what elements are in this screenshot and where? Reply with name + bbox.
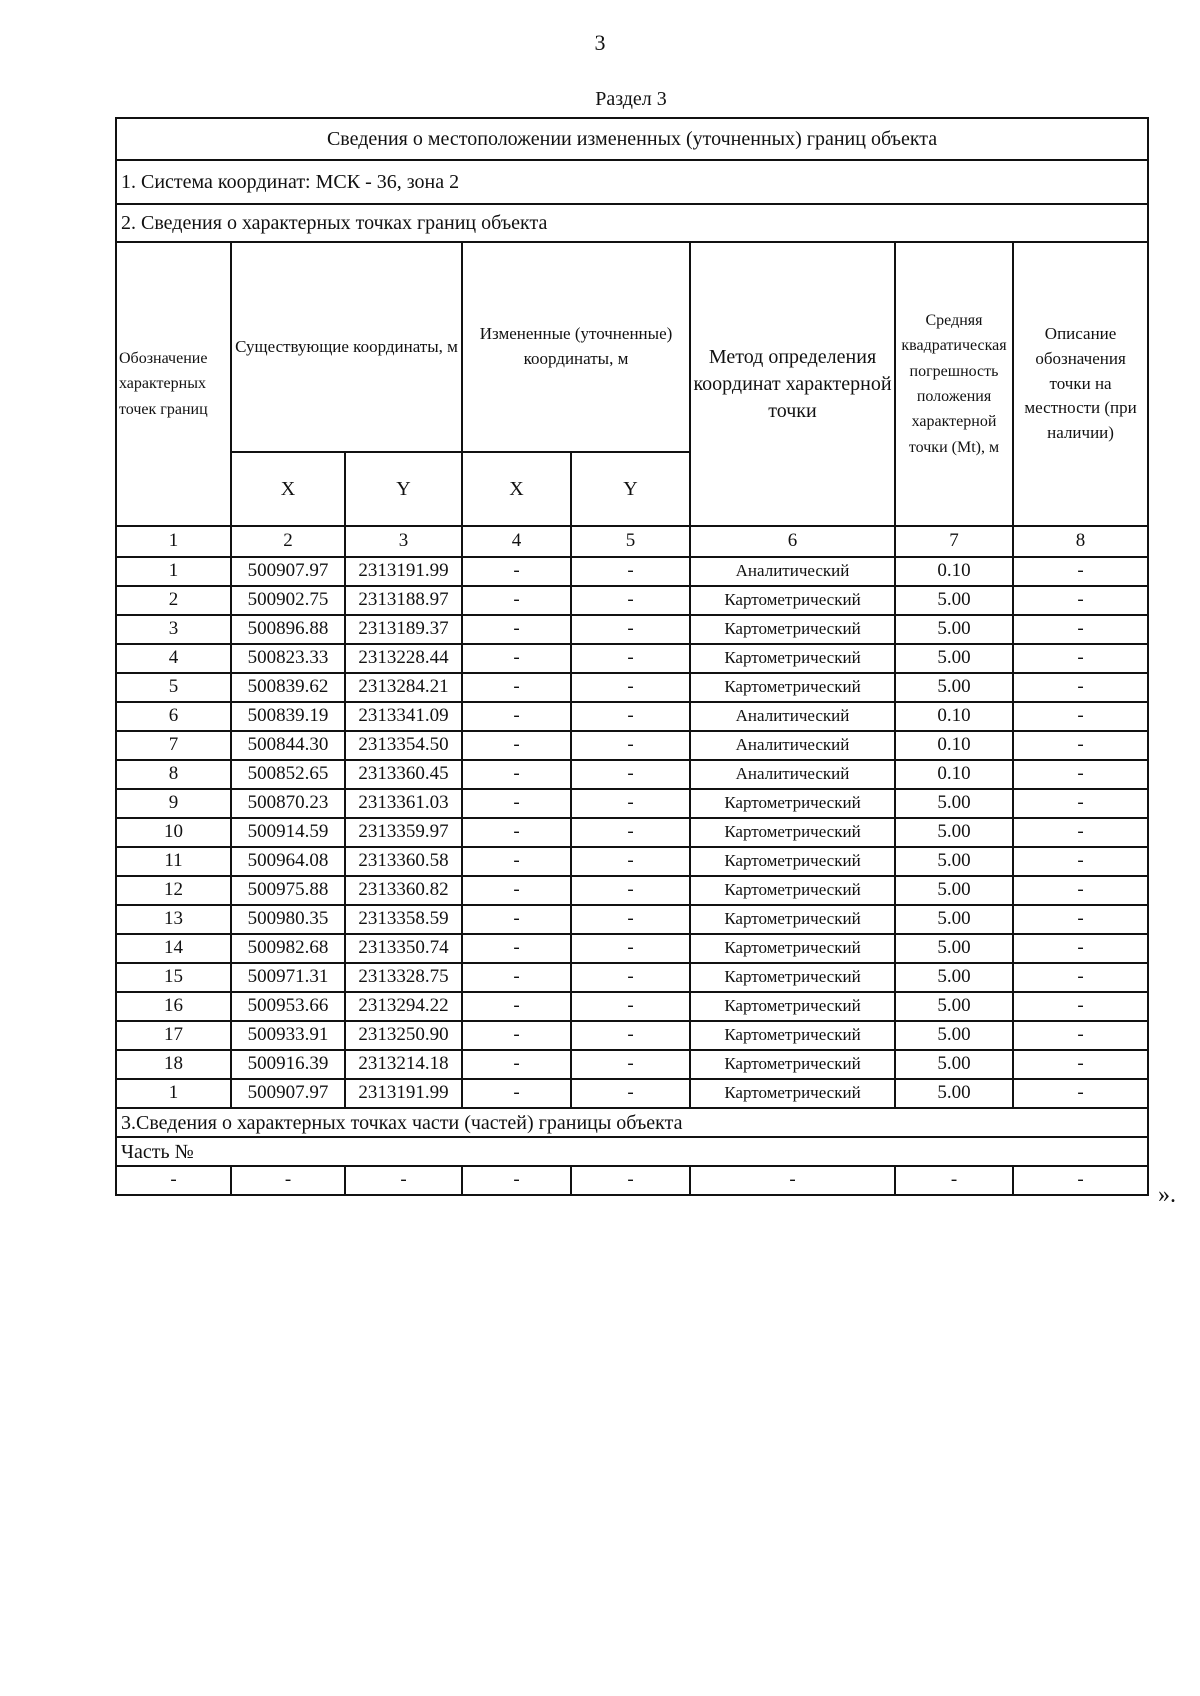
table-cell: 2313189.37 (345, 615, 462, 644)
table-cell: - (462, 1050, 571, 1079)
table-row (116, 1050, 1148, 1079)
table-cell: - (462, 615, 571, 644)
table-cell: Картометрический (690, 789, 895, 818)
table-cell: - (1013, 673, 1148, 702)
table-row (116, 905, 1148, 934)
table-cell: 500971.31 (231, 963, 345, 992)
table-cell: 500933.91 (231, 1021, 345, 1050)
table-cell: Картометрический (690, 934, 895, 963)
table-cell: - (1013, 702, 1148, 731)
part-cell: - (116, 1166, 231, 1195)
part-cell: - (1013, 1166, 1148, 1195)
part-cell: - (895, 1166, 1013, 1195)
table-cell: 2313358.59 (345, 905, 462, 934)
coordinate-system: 1. Система координат: МСК - 36, зона 2 (116, 160, 1148, 204)
table-cell: Картометрический (690, 876, 895, 905)
table-row (116, 876, 1148, 905)
table-cell: - (1013, 876, 1148, 905)
table-row (116, 702, 1148, 731)
boundary-points-table (115, 117, 1149, 1196)
column-number-cell: 5 (571, 526, 690, 557)
table-cell: - (1013, 615, 1148, 644)
table-cell: - (1013, 1079, 1148, 1108)
table-cell: - (462, 760, 571, 789)
table-cell: 5.00 (895, 789, 1013, 818)
table-cell: 17 (116, 1021, 231, 1050)
table-cell: 500823.33 (231, 644, 345, 673)
table-cell: - (462, 847, 571, 876)
header-changed-coords: Измененные (уточненные) координаты, м (462, 242, 690, 452)
table-cell: 9 (116, 789, 231, 818)
header-error: Средняя квадратическая погрешность положения характерной точки (Mt), м (895, 242, 1013, 526)
table-cell: 500852.65 (231, 760, 345, 789)
table-cell: Аналитический (690, 731, 895, 760)
table-cell: 6 (116, 702, 231, 731)
table-cell: 500914.59 (231, 818, 345, 847)
table-cell: 5.00 (895, 905, 1013, 934)
table-cell: 2313250.90 (345, 1021, 462, 1050)
table-cell: 13 (116, 905, 231, 934)
table-cell: 500870.23 (231, 789, 345, 818)
table-row (116, 1079, 1148, 1108)
column-number-cell: 3 (345, 526, 462, 557)
table-cell: Картометрический (690, 615, 895, 644)
table-cell: 5.00 (895, 586, 1013, 615)
table-cell: 2313359.97 (345, 818, 462, 847)
table-cell: 14 (116, 934, 231, 963)
table-cell: - (1013, 847, 1148, 876)
table-cell: 500982.68 (231, 934, 345, 963)
part-cell: - (345, 1166, 462, 1195)
table-cell: 10 (116, 818, 231, 847)
table-cell: - (1013, 557, 1148, 586)
table-cell: - (571, 992, 690, 1021)
table-cell: - (1013, 586, 1148, 615)
table-cell: 0.10 (895, 702, 1013, 731)
table-cell: 1 (116, 557, 231, 586)
table-row (116, 1021, 1148, 1050)
table-cell: Картометрический (690, 847, 895, 876)
table-cell: 2313350.74 (345, 934, 462, 963)
table-cell: 0.10 (895, 760, 1013, 789)
table-cell: - (462, 1079, 571, 1108)
table-cell: - (571, 702, 690, 731)
table-cell: - (1013, 992, 1148, 1021)
table-cell: - (462, 963, 571, 992)
table-cell: 500839.62 (231, 673, 345, 702)
table-cell: - (571, 818, 690, 847)
parts-heading: 3.Сведения о характерных точках части (частей) границы объекта (116, 1108, 1148, 1137)
table-cell: Аналитический (690, 702, 895, 731)
closing-quote: ». (1158, 1182, 1176, 1208)
table-cell: - (571, 934, 690, 963)
header-method: Метод определения координат характерной точки (690, 242, 895, 526)
table-row (116, 731, 1148, 760)
part-label: Часть № (116, 1137, 1148, 1166)
table-cell: - (462, 731, 571, 760)
column-number-cell: 7 (895, 526, 1013, 557)
part-cell: - (231, 1166, 345, 1195)
table-cell: - (462, 1021, 571, 1050)
table-cell: - (1013, 963, 1148, 992)
table-cell: - (571, 615, 690, 644)
table-cell: 11 (116, 847, 231, 876)
table-cell: Картометрический (690, 1021, 895, 1050)
table-cell: Картометрический (690, 963, 895, 992)
table-cell: - (462, 586, 571, 615)
table-cell: Картометрический (690, 818, 895, 847)
table-cell: - (1013, 1050, 1148, 1079)
table-cell: - (571, 760, 690, 789)
part-row (116, 1166, 1148, 1195)
table-cell: 2313191.99 (345, 1079, 462, 1108)
header-y-existing: Y (345, 452, 462, 526)
table-cell: - (1013, 934, 1148, 963)
table-cell: 0.10 (895, 731, 1013, 760)
table-cell: 2313360.58 (345, 847, 462, 876)
table-cell: 1 (116, 1079, 231, 1108)
points-heading: 2. Сведения о характерных точках границ объекта (116, 204, 1148, 242)
table-cell: 2313188.97 (345, 586, 462, 615)
table-cell: - (1013, 731, 1148, 760)
table-row (116, 673, 1148, 702)
table-cell: - (1013, 644, 1148, 673)
table-cell: 500980.35 (231, 905, 345, 934)
table-cell: 2313284.21 (345, 673, 462, 702)
header-x-changed: X (462, 452, 571, 526)
table-cell: - (462, 876, 571, 905)
table-cell: - (571, 586, 690, 615)
column-number-cell: 1 (116, 526, 231, 557)
table-cell: 2313360.82 (345, 876, 462, 905)
table-cell: 15 (116, 963, 231, 992)
table-cell: 12 (116, 876, 231, 905)
table-cell: - (571, 644, 690, 673)
table-cell: 500907.97 (231, 557, 345, 586)
table-cell: 500844.30 (231, 731, 345, 760)
header-y-changed: Y (571, 452, 690, 526)
table-cell: - (462, 934, 571, 963)
table-cell: 500916.39 (231, 1050, 345, 1079)
table-cell: 5.00 (895, 934, 1013, 963)
table-cell: - (571, 876, 690, 905)
table-cell: 2313354.50 (345, 731, 462, 760)
section-title: Раздел 3 (595, 88, 667, 110)
column-number-cell: 6 (690, 526, 895, 557)
table-cell: 500902.75 (231, 586, 345, 615)
table-cell: Картометрический (690, 673, 895, 702)
table-cell: - (1013, 789, 1148, 818)
table-cell: - (1013, 1021, 1148, 1050)
table-row (116, 644, 1148, 673)
column-number-cell: 2 (231, 526, 345, 557)
table-cell: 18 (116, 1050, 231, 1079)
table-cell: 5.00 (895, 644, 1013, 673)
table-cell: - (571, 1079, 690, 1108)
table-cell: - (1013, 905, 1148, 934)
table-cell: 4 (116, 644, 231, 673)
table-cell: - (1013, 760, 1148, 789)
table-cell: Картометрический (690, 905, 895, 934)
table-cell: Картометрический (690, 1050, 895, 1079)
table-cell: 5.00 (895, 615, 1013, 644)
table-cell: 2313294.22 (345, 992, 462, 1021)
table-cell: 2313360.45 (345, 760, 462, 789)
table-cell: - (571, 731, 690, 760)
part-cell: - (462, 1166, 571, 1195)
table-cell: - (571, 1021, 690, 1050)
table-cell: 2313341.09 (345, 702, 462, 731)
header-description: Описание обозначения точки на местности (при наличии) (1013, 242, 1148, 526)
table-cell: - (462, 818, 571, 847)
table-cell: 5.00 (895, 876, 1013, 905)
table-cell: 5.00 (895, 847, 1013, 876)
part-cell: - (690, 1166, 895, 1195)
table-cell: 2313191.99 (345, 557, 462, 586)
table-cell: - (462, 557, 571, 586)
table-cell: 500907.97 (231, 1079, 345, 1108)
table-cell: 500975.88 (231, 876, 345, 905)
table-cell: 16 (116, 992, 231, 1021)
table-cell: - (462, 644, 571, 673)
table-row (116, 934, 1148, 963)
table-cell: 8 (116, 760, 231, 789)
table-cell: Картометрический (690, 992, 895, 1021)
table-cell: 5 (116, 673, 231, 702)
table-row (116, 760, 1148, 789)
header-designation: Обозначение характерных точек границ (116, 242, 231, 526)
table-cell: Картометрический (690, 586, 895, 615)
table-cell: 500839.19 (231, 702, 345, 731)
table-cell: - (571, 847, 690, 876)
page-number: 3 (594, 30, 606, 55)
table-cell: - (571, 1050, 690, 1079)
table-row (116, 557, 1148, 586)
table-cell: Картометрический (690, 1079, 895, 1108)
header-x-existing: X (231, 452, 345, 526)
table-cell: 5.00 (895, 673, 1013, 702)
table-cell: 5.00 (895, 1050, 1013, 1079)
table-cell: 2313214.18 (345, 1050, 462, 1079)
table-cell: 2313328.75 (345, 963, 462, 992)
table-cell: 5.00 (895, 992, 1013, 1021)
table-row (116, 992, 1148, 1021)
table-cell: 5.00 (895, 1079, 1013, 1108)
table-cell: - (571, 673, 690, 702)
table-row (116, 818, 1148, 847)
table-cell: 5.00 (895, 1021, 1013, 1050)
table-cell: 2313361.03 (345, 789, 462, 818)
table-cell: - (571, 963, 690, 992)
part-cell: - (571, 1166, 690, 1195)
table-cell: Картометрический (690, 644, 895, 673)
table-cell: 0.10 (895, 557, 1013, 586)
table-row (116, 963, 1148, 992)
table-cell: - (462, 673, 571, 702)
table-cell: 3 (116, 615, 231, 644)
column-numbers-row (116, 526, 1148, 557)
table-cell: - (462, 702, 571, 731)
table-cell: 5.00 (895, 818, 1013, 847)
table-cell: - (571, 557, 690, 586)
table-row (116, 586, 1148, 615)
table-cell: Аналитический (690, 760, 895, 789)
table-cell: 500953.66 (231, 992, 345, 1021)
table-cell: - (1013, 818, 1148, 847)
table-cell: - (462, 789, 571, 818)
table-cell: Аналитический (690, 557, 895, 586)
table-cell: 500896.88 (231, 615, 345, 644)
table-row (116, 615, 1148, 644)
table-row (116, 847, 1148, 876)
table-cell: - (571, 789, 690, 818)
table-cell: 7 (116, 731, 231, 760)
table-row (116, 789, 1148, 818)
table-cell: - (462, 992, 571, 1021)
table-cell: 500964.08 (231, 847, 345, 876)
header-existing-coords: Существующие координаты, м (231, 242, 462, 452)
column-number-cell: 4 (462, 526, 571, 557)
table-cell: 5.00 (895, 963, 1013, 992)
table-cell: 2313228.44 (345, 644, 462, 673)
column-number-cell: 8 (1013, 526, 1148, 557)
table-cell: 2 (116, 586, 231, 615)
table-cell: - (462, 905, 571, 934)
table-title: Сведения о местоположении измененных (уточненных) границ объекта (116, 118, 1148, 160)
table-cell: - (571, 905, 690, 934)
